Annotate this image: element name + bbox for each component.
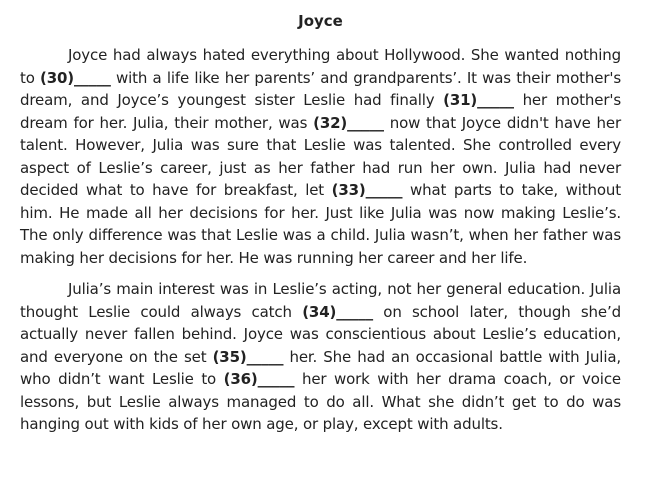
paragraph-2-text-1: Julia’s main interest was in Leslie’s acting, not her general education. Julia thought Leslie could always catch — [20, 280, 621, 321]
blank-35: (35)_____ — [212, 347, 284, 366]
blank-30: (30)_____ — [40, 68, 111, 87]
paragraph-1-text-3: her mother's dream for her. Julia, their mother, was — [20, 91, 621, 132]
paragraph-1 — [20, 44, 621, 269]
blank-34: (34)_____ — [302, 302, 373, 321]
blank-36: (36)_____ — [223, 370, 295, 388]
document-title: Joyce — [298, 12, 343, 30]
paragraph-1-text-2: with a life like her parents’ and grandparents’. It was their mother's dream, and Joyce’s youngest sister Leslie had finally — [20, 68, 621, 109]
paragraph-2-text-3: her. She had an occasional battle with Julia, who didn’t want Leslie to — [20, 347, 621, 388]
blank-33: (33)_____ — [331, 181, 403, 199]
paragraph-2-text-2: on school later, though she’d actually never fallen behind. Joyce was conscientious about Leslie’s education, and everyone on the set — [20, 302, 621, 366]
paragraph-2 — [20, 278, 621, 436]
blank-32: (32)_____ — [313, 113, 384, 132]
paragraph-1-text-5: what parts to take, without him. He made all her decisions for her. Just like Julia was now making Leslie’s. The only difference was that Leslie was a child. Julia wasn’t, when her father was making her decisions for her. He was running her career and her life. — [20, 181, 621, 267]
blank-31: (31)_____ — [443, 91, 514, 109]
paragraph-2-text-4: her work with her drama coach, or voice lessons, but Leslie always managed to do all. What she didn’t get to do was hanging out with kids of her own age, or play, except with adults. — [20, 370, 621, 433]
paragraph-1-text-1: Joyce had always hated everything about Hollywood. She wanted nothing to — [20, 46, 621, 87]
paragraph-1-text-4: now that Joyce didn't have her talent. However, Julia was sure that Leslie was talented. She controlled every aspect of Leslie’s career, just as her father had run her own. Julia had never decided what to have for breakfast, let — [20, 113, 621, 199]
